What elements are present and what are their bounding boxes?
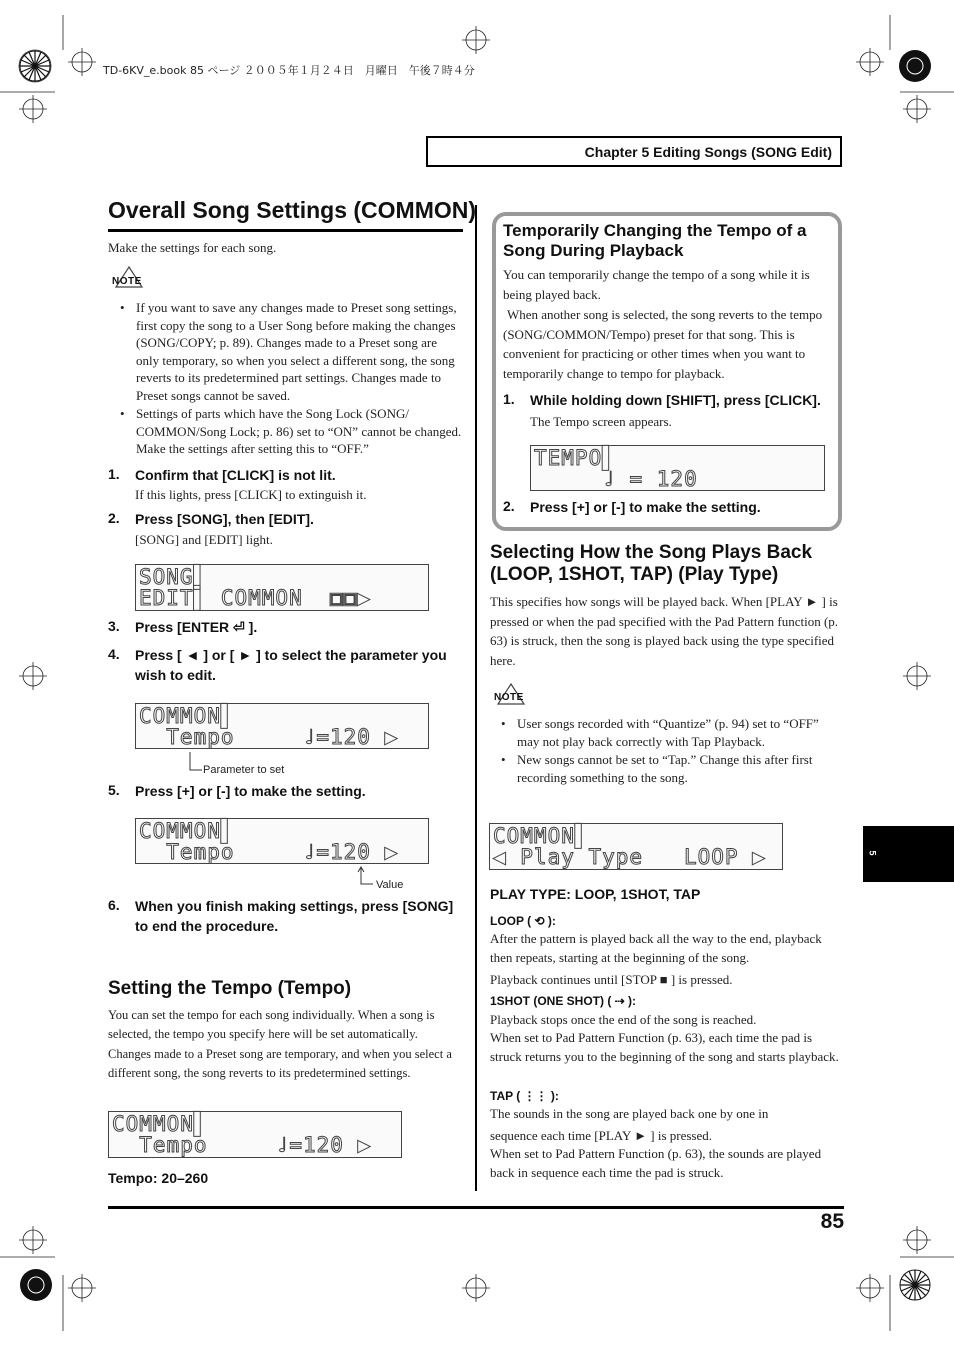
lcd-tempo-setting — [108, 1111, 402, 1158]
file-info-header: TD-6KV_e.book 85 ページ ２００５年１月２４日 月曜日 午後７時４分 — [103, 64, 475, 77]
intro-text: Make the settings for each song. — [108, 240, 277, 255]
step-number: 5. — [108, 782, 120, 798]
step-number: 2. — [503, 498, 515, 514]
list-item: • Settings of parts which have the Song Lock (SONG/ COMMON/Song Lock; p. 86) set to “ON” cannot be changed. Make the settings after setting this to “OFF.” — [110, 405, 462, 458]
note-list — [110, 299, 462, 459]
oneshot-text: Playback stops once the end of the song is reached. — [490, 1012, 757, 1027]
lcd-common-tempo — [135, 703, 429, 749]
caption-parameter: Parameter to set — [203, 764, 285, 776]
list-item: • If you want to save any changes made to Preset song settings, first copy the song to a User Song before making the changes (SONG/COPY; p. 89). Changes made to a Preset song are only temporary, so when you select a different song, the song reverts to its predetermined part settings. Changes made to Preset songs cannot be saved. — [110, 299, 462, 404]
lcd-line-1: COMMON▌ — [493, 824, 589, 848]
lcd-line-1: SONG▌ — [139, 565, 208, 589]
tempo-range: Tempo: 20–260 — [108, 1170, 209, 1186]
lcd-line-1: COMMON▌ — [112, 1112, 208, 1136]
step-text: Press [+] or [-] to make the setting. — [530, 499, 761, 515]
step-subtext: The Tempo screen appears. — [530, 414, 672, 429]
step-number: 6. — [108, 897, 120, 913]
chapter-heading — [426, 136, 842, 167]
box-paragraph-1: You can temporarily change the tempo of a song while it is being played back. — [503, 267, 810, 302]
lcd-line-2: ♩ = 120 — [534, 467, 698, 491]
loop-label: LOOP ( ⟲ ): — [490, 914, 556, 928]
step-text: Confirm that [CLICK] is not lit. — [135, 467, 336, 483]
step-number: 1. — [503, 391, 515, 407]
step-text: Press [SONG], then [EDIT]. — [135, 511, 314, 527]
lcd-song-edit — [135, 564, 429, 611]
lcd-line-2: ◀ Play Type LOOP ▶ — [493, 845, 766, 869]
step-number: 1. — [108, 466, 120, 482]
lcd-play-type — [489, 823, 783, 870]
step-text: Press [ENTER ⏎ ]. — [135, 619, 258, 635]
step-subtext: If this lights, press [CLICK] to extinguish it. — [135, 487, 367, 502]
lcd-line-2: Tempo ♩=120 ▶ — [139, 840, 399, 864]
note-label: NOTE — [112, 276, 142, 287]
step-number: 2. — [108, 510, 120, 526]
tap-label: TAP ( ⋮⋮ ): — [490, 1089, 559, 1103]
loop-text-2: Playback continues until [STOP ■ ] is pressed. — [490, 972, 733, 987]
title-underline — [108, 229, 463, 232]
step-number: 4. — [108, 646, 120, 662]
tempo-paragraph-1: You can set the tempo for each song individually. When a song is selected, the tempo you specify here will be set automatically. — [108, 1008, 435, 1041]
box-title: Temporarily Changing the Tempo of a Song During Playback — [503, 221, 807, 260]
lcd-line-2: EDIT▌ COMMON ▣▣▶ — [139, 586, 371, 610]
box-paragraph-2: When another song is selected, the song reverts to the tempo (SONG/COMMON/Tempo) preset for that song. This is convenient for practicing or other times when you want to temporarily change to tempo for playback. — [503, 307, 823, 381]
lcd-tempo-screen — [530, 445, 825, 491]
note-list — [491, 715, 843, 787]
note-label: NOTE — [494, 692, 524, 703]
section-title: Overall Song Settings (COMMON) — [108, 197, 477, 223]
column-divider — [475, 205, 477, 1191]
caption-value: Value — [376, 879, 404, 891]
side-tab-number: 5 — [867, 850, 878, 856]
lcd-line-1: TEMPO▌ — [534, 446, 616, 470]
oneshot-text-2: When set to Pad Pattern Function (p. 63), each time the pad is struck returns you to the beginning of the song and starts playback. — [490, 1030, 839, 1064]
lcd-common-tempo-value — [135, 818, 429, 864]
tap-text-2: sequence each time [PLAY ► ] is pressed. — [490, 1128, 713, 1143]
oneshot-label: 1SHOT (ONE SHOT) ( ⇢ ): — [490, 994, 637, 1008]
lcd-line-1: COMMON▌ — [139, 819, 235, 843]
step-text: When you finish making settings, press [SONG] to end the procedure. — [135, 898, 454, 934]
lcd-line-2: Tempo ♩=120 ▶ — [139, 725, 399, 749]
tap-text: The sounds in the song are played back one by one in — [490, 1106, 769, 1121]
lcd-line-2: Tempo ♩=120 ▶ — [112, 1133, 372, 1157]
step-subtext: [SONG] and [EDIT] light. — [135, 532, 273, 547]
step-number: 3. — [108, 618, 120, 634]
section-title-play-type: Selecting How the Song Plays Back (LOOP, 1SHOT, TAP) (Play Type) — [490, 542, 813, 585]
step-text: While holding down [SHIFT], press [CLICK]. — [530, 392, 821, 408]
callout-arrow — [357, 866, 377, 888]
tempo-paragraph-2: Changes made to a Preset song are temporary, and when you select a different song, the song reverts to its predetermined settings. — [108, 1047, 452, 1080]
footer-rule — [108, 1206, 844, 1209]
chapter-label: Chapter 5 Editing Songs (SONG Edit) — [584, 143, 832, 160]
step-text: Press [+] or [-] to make the setting. — [135, 783, 366, 799]
play-type-heading: PLAY TYPE: LOOP, 1SHOT, TAP — [490, 886, 701, 902]
page-number: 85 — [820, 1210, 844, 1233]
subsection-title: Setting the Tempo (Tempo) — [108, 978, 352, 999]
play-type-paragraph: This specifies how songs will be played back. When [PLAY ► ] is pressed or when the pad specified with the Pad Pattern function (p. 63) is struck, then the song is played back using the type specified here. — [490, 594, 839, 668]
loop-text: After the pattern is played back all the way to the end, playback then repeats, starting at the beginning of the song. — [490, 931, 822, 965]
step-text: Press [ ◄ ] or [ ► ] to select the parameter you wish to edit. — [135, 647, 447, 683]
list-item: • New songs cannot be set to “Tap.” Change this after first recording something to the song. — [491, 751, 843, 786]
chapter-side-tab — [863, 826, 954, 882]
list-item: • User songs recorded with “Quantize” (p. 94) set to “OFF” may not play back correctly with Tap Playback. — [491, 715, 843, 750]
tap-text-3: When set to Pad Pattern Function (p. 63), the sounds are played back in sequence each time the pad is struck. — [490, 1146, 822, 1180]
lcd-line-1: COMMON▌ — [139, 704, 235, 728]
